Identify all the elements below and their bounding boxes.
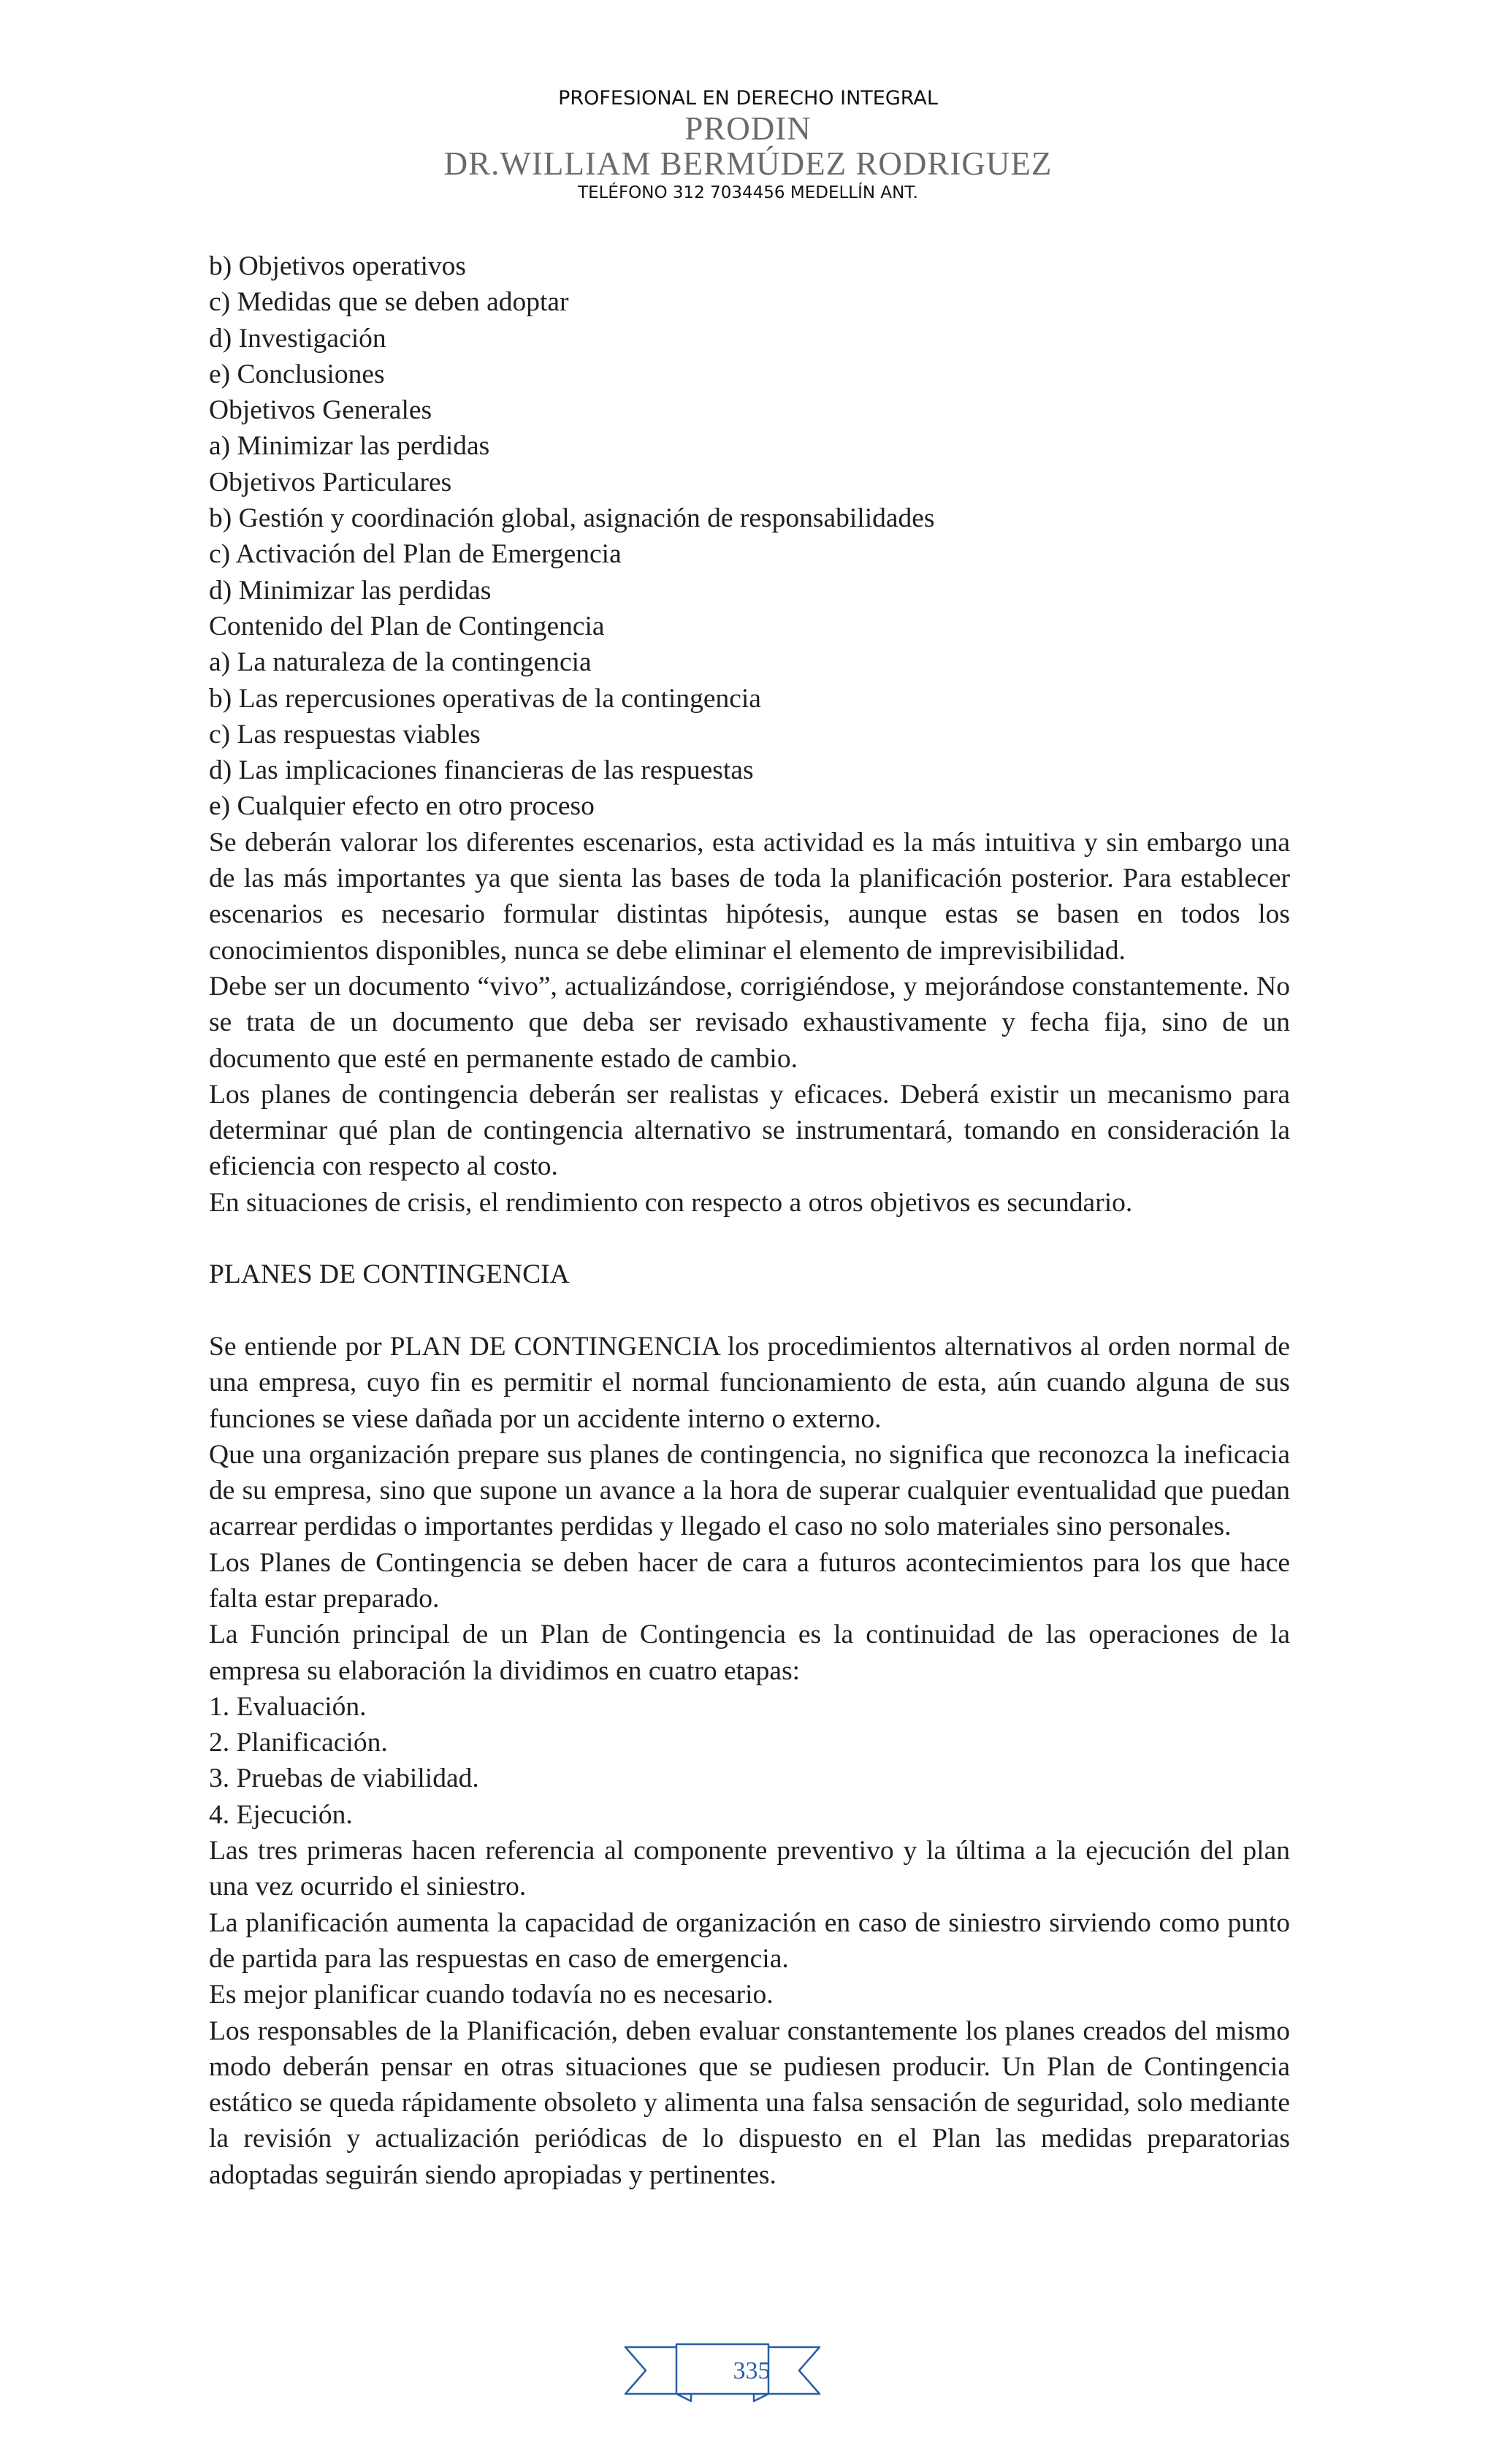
list-item: c) Las respuestas viables <box>209 719 481 750</box>
paragraph: Las tres primeras hacen referencia al componente preventivo y la última a la ejecución del plan una vez ocurrido el siniestro. <box>209 1836 1290 1902</box>
list-item: d) Minimizar las perdidas <box>209 575 492 606</box>
paragraph: Es mejor planificar cuando todavía no es necesario. <box>209 1980 774 2010</box>
list-objectives <box>209 248 1290 825</box>
paragraph: En situaciones de crisis, el rendimiento con respecto a otros objetivos es secundario. <box>209 1187 1133 1218</box>
header-phone: TELÉFONO 312 7034456 MEDELLÍN ANT. <box>578 183 918 202</box>
list-item: c) Activación del Plan de Emergencia <box>209 539 622 570</box>
page-number: 335 <box>733 2357 771 2384</box>
list-item: 2. Planificación. <box>209 1728 388 1758</box>
paragraph: La Función principal de un Plan de Contingencia es la continuidad de las operaciones de la empresa su elaboración la dividimos en cuatro etapas: <box>209 1620 1290 1686</box>
page-header <box>0 86 1496 205</box>
list-item: Contenido del Plan de Contingencia <box>209 611 605 641</box>
paragraph: Se deberán valorar los diferentes escenarios, esta actividad es la más intuitiva y sin embargo una de las más importantes ya que sienta las bases de toda la planificación posterior. Para establecer escenarios es necesario formular distintas hipótesis, aunque estas se basen en todos los conocimientos disponibles, nunca se debe eliminar el elemento de imprevisibilidad. <box>209 827 1290 966</box>
list-stages <box>209 1689 1290 1833</box>
paragraph: Que una organización prepare sus planes de contingencia, no significa que reconozca la ineficacia de su empresa, sino que supone un avance a la hora de superar cualquier eventualidad que puedan acarrear perdidas o importantes perdidas y llegado el caso no solo materiales sino personales. <box>209 1439 1290 1542</box>
header-author: DR.WILLIAM BERMÚDEZ RODRIGUEZ <box>443 145 1053 182</box>
paragraph: Los planes de contingencia deberán ser realistas y eficaces. Deberá existir un mecanismo para determinar qué plan de contingencia alternativo se instrumentará, tomando en consideración la eficiencia con respecto al costo. <box>209 1079 1290 1182</box>
list-item: b) Gestión y coordinación global, asignación de responsabilidades <box>209 503 935 534</box>
list-item: a) Minimizar las perdidas <box>209 431 490 462</box>
list-item: d) Investigación <box>209 323 386 354</box>
list-item: Objetivos Particulares <box>209 467 452 497</box>
list-item: a) La naturaleza de la contingencia <box>209 647 592 678</box>
spacer <box>209 1293 1290 1329</box>
list-item: c) Medidas que se deben adoptar <box>209 287 569 318</box>
spacer <box>209 1221 1290 1256</box>
list-item: Objetivos Generales <box>209 395 432 426</box>
list-item: b) Las repercusiones operativas de la contingencia <box>209 683 761 714</box>
paragraph: Se entiende por PLAN DE CONTINGENCIA los procedimientos alternativos al orden normal de una empresa, cuyo fin es permitir el normal funcionamiento de esta, aún cuando alguna de sus funciones se viese dañada por un accidente interno o externo. <box>209 1331 1290 1434</box>
list-item: d) Las implicaciones financieras de las respuestas <box>209 755 754 786</box>
list-item: b) Objetivos operativos <box>209 251 467 281</box>
section-heading: PLANES DE CONTINGENCIA <box>209 1259 570 1290</box>
list-item: e) Conclusiones <box>209 359 385 389</box>
page-body <box>209 248 1290 2193</box>
header-acronym: PRODIN <box>684 110 812 147</box>
paragraph: La planificación aumenta la capacidad de organización en caso de siniestro sirviendo como punto de partida para las respuestas en caso de emergencia. <box>209 1907 1290 1974</box>
header-title: PROFESIONAL EN DERECHO INTEGRAL <box>558 87 938 110</box>
paragraph: Debe ser un documento “vivo”, actualizándose, corrigiéndose, y mejorándose constantemente. No se trata de un documento que deba ser revisado exhaustivamente y fecha fija, sino de un documento que esté en permanente estado de cambio. <box>209 971 1290 1074</box>
list-item: e) Cualquier efecto en otro proceso <box>209 791 595 822</box>
list-item: 3. Pruebas de viabilidad. <box>209 1763 479 1794</box>
list-item: 4. Ejecución. <box>209 1799 353 1830</box>
paragraph: Los responsables de la Planificación, deben evaluar constantemente los planes creados del mismo modo deberán pensar en otras situaciones que se pudiesen producir. Un Plan de Contingencia estático se queda rápidamente obsoleto y alimenta una falsa sensación de seguridad, solo mediante la revisión y actualización periódicas de lo dispuesto en el Plan las medidas preparatorias adoptadas seguirán siendo apropiadas y pertinentes. <box>209 2015 1290 2190</box>
list-item: 1. Evaluación. <box>209 1691 367 1722</box>
paragraph: Los Planes de Contingencia se deben hacer de cara a futuros acontecimientos para los que hace falta estar preparado. <box>209 1547 1290 1614</box>
